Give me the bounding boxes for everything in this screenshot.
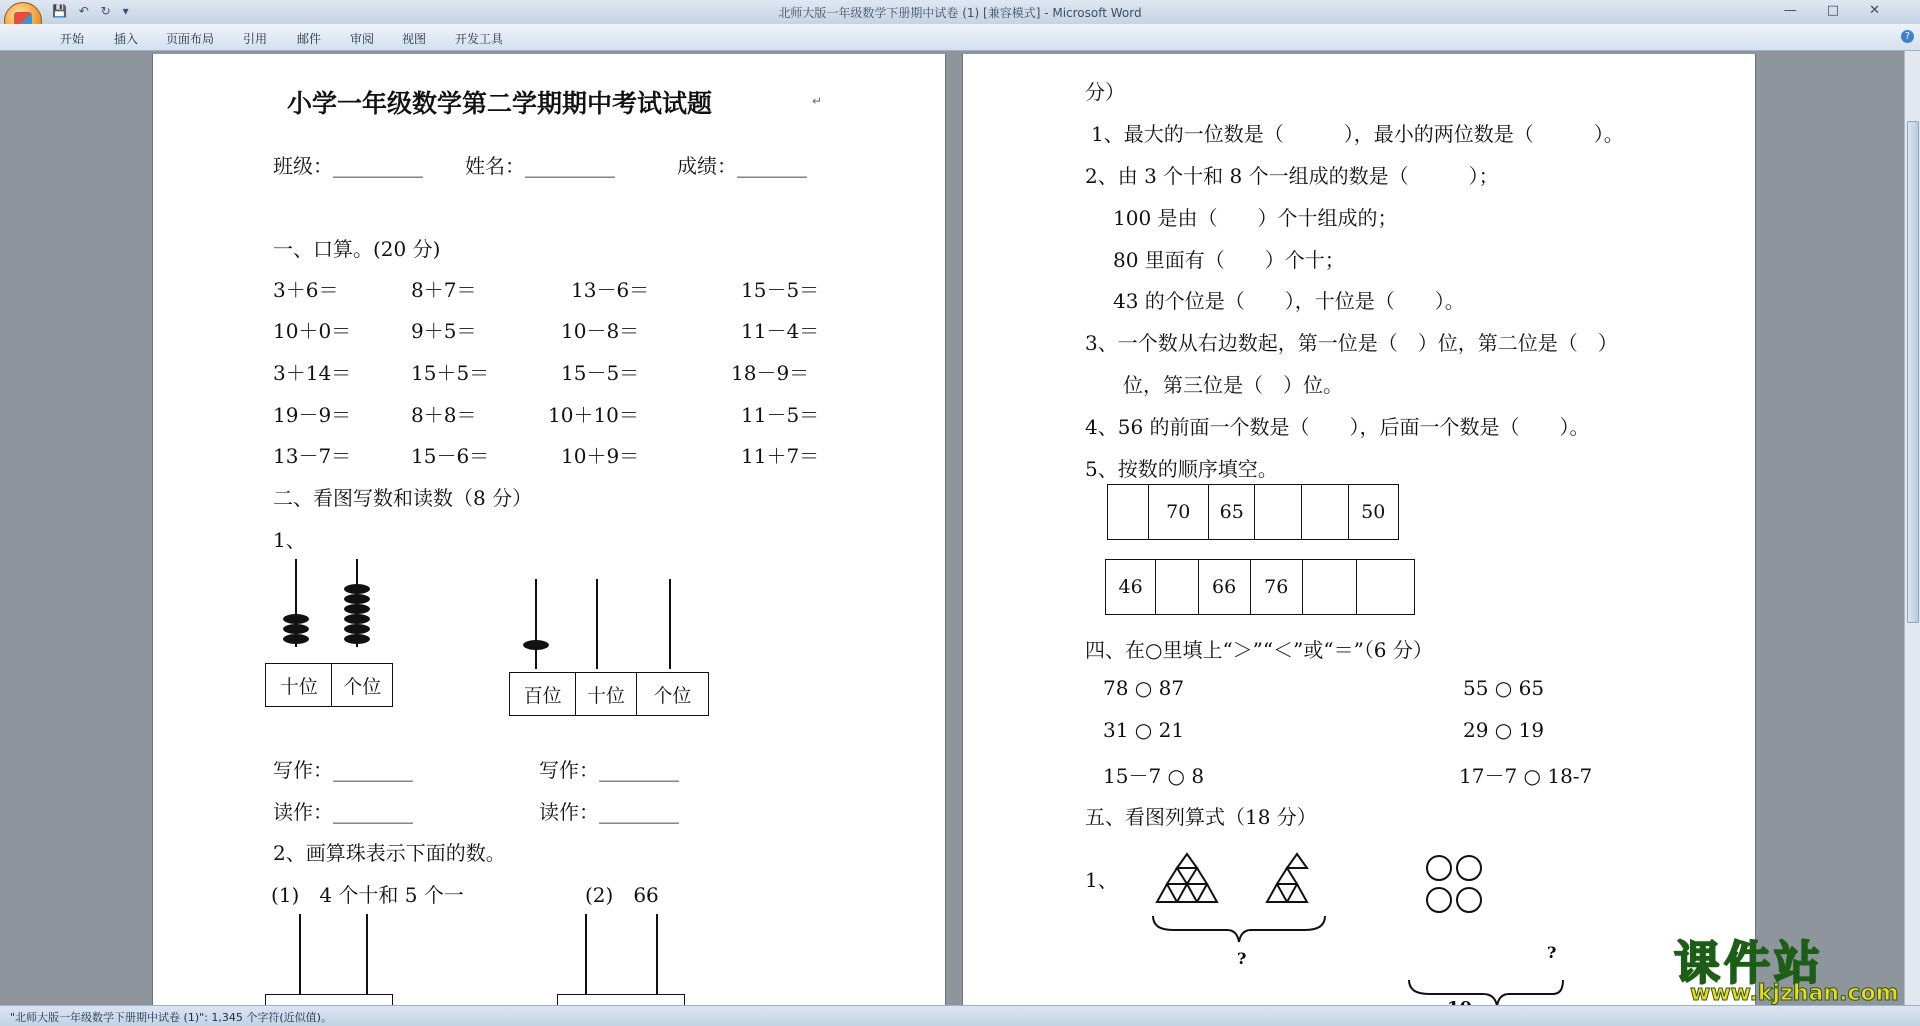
question-mark-label: ? [1547, 943, 1557, 962]
oral-item: 11－5＝ [741, 403, 820, 427]
compare-item: 78 ○ 87 [1103, 676, 1185, 700]
bead [344, 594, 370, 604]
watermark-logo [1668, 927, 1918, 1007]
score-field[interactable]: 成绩：_______ [677, 154, 807, 178]
vertical-scrollbar[interactable] [1904, 51, 1920, 1005]
oral-item: 8＋7＝ [411, 278, 477, 302]
oral-item: 10＋0＝ [273, 319, 352, 343]
compare-item: 15－7 ○ 8 [1103, 764, 1205, 788]
read-field[interactable]: 读作：________ [539, 800, 679, 824]
oral-item: 13－7＝ [273, 444, 352, 468]
bead [344, 614, 370, 624]
class-field[interactable]: 班级：_________ [273, 154, 423, 178]
document-page-left[interactable] [152, 54, 946, 1005]
question-mark-label: ? [1237, 949, 1247, 968]
bead [283, 624, 309, 634]
oral-item: 13－6＝ [571, 278, 650, 302]
sequence-cell[interactable] [1302, 485, 1349, 539]
section5-heading: 五、看图列算式（18 分） [1085, 805, 1317, 829]
abacus-rod [669, 579, 671, 669]
abacus-rod [596, 579, 598, 669]
place-value-cell: 百位 [510, 673, 576, 715]
window-title: 北师大版一年级数学下册期中试卷 (1) [兼容模式] - Microsoft Word [778, 6, 1142, 20]
abacus-rod [656, 914, 658, 994]
question-2-line: 100 是由（ ）个十组成的； [1113, 206, 1398, 230]
oral-item: 11＋7＝ [741, 444, 820, 468]
sequence-cell[interactable]: 66 [1199, 560, 1251, 614]
oral-item: 3＋14＝ [273, 361, 352, 385]
quick-access-toolbar [52, 4, 137, 18]
place-value-cell: 个位 [653, 684, 692, 707]
sequence-cell[interactable]: 76 [1251, 560, 1303, 614]
status-text: "北师大版一年级数学下册期中试卷 (1)": 1,345 个字符(近似值)。 [10, 1011, 332, 1024]
question-5: 5、按数的顺序填空。 [1085, 457, 1278, 481]
abacus-rod [366, 914, 368, 994]
bead [344, 624, 370, 634]
sequence-table [1105, 559, 1415, 615]
bead [344, 584, 370, 594]
read-field[interactable]: 读作：________ [273, 800, 413, 824]
tab-page-layout[interactable]: 页面布局 [166, 32, 215, 46]
triangle-group-icon [1157, 854, 1307, 902]
compare-item: 17－7 ○ 18-7 [1459, 764, 1593, 788]
oral-item: 10＋10＝ [548, 403, 639, 427]
tab-view[interactable]: 视图 [402, 32, 427, 46]
question-2: 2、由 3 个十和 8 个一组成的数是（ ）； [1085, 164, 1499, 188]
abacus-rod [585, 914, 587, 994]
picture-equation-figure [1143, 854, 1563, 1004]
document-page-right[interactable] [962, 54, 1756, 1005]
watermark-url: www.kjzhan.com [1690, 981, 1899, 1006]
write-field[interactable]: 写作：________ [273, 758, 413, 782]
tab-references[interactable]: 引用 [243, 32, 268, 46]
oral-item: 15－5＝ [561, 361, 640, 385]
right-brace [1409, 980, 1563, 1006]
compare-item: 29 ○ 19 [1463, 718, 1545, 742]
sequence-cell[interactable]: 70 [1149, 485, 1209, 539]
place-value-cell: 十位 [576, 673, 636, 715]
oral-item: 10－8＝ [561, 319, 640, 343]
question-2: 2、画算珠表示下面的数。 [273, 841, 506, 865]
question-3-line: 位，第三位是（ ）位。 [1123, 373, 1343, 397]
sequence-cell[interactable] [1108, 485, 1149, 539]
question-1: 1、最大的一位数是（ ），最小的两位数是（ ）。 [1091, 122, 1624, 146]
oral-item: 15－5＝ [741, 278, 820, 302]
tab-mailings[interactable]: 邮件 [297, 32, 322, 46]
abacus-rod [535, 579, 537, 669]
undo-icon[interactable]: ↶ [78, 4, 89, 18]
compare-item: 55 ○ 65 [1463, 676, 1545, 700]
help-icon[interactable]: ? [1901, 30, 1914, 43]
compare-item: 31 ○ 21 [1103, 718, 1185, 742]
oral-item: 10＋9＝ [561, 444, 640, 468]
question-4: 4、56 的前面一个数是（ ），后面一个数是（ ）。 [1085, 415, 1590, 439]
question-3: 3、一个数从右边数起，第一位是（ ）位，第二位是（ ） [1085, 331, 1618, 355]
title-bar [0, 0, 1920, 24]
place-value-table [265, 663, 393, 707]
question-number: 1、 [273, 528, 306, 552]
section4-heading: 四、在○里填上“＞”“＜”或“＝”（6 分） [1085, 638, 1433, 662]
sequence-cell[interactable]: 46 [1106, 560, 1156, 614]
oral-item: 3＋6＝ [273, 278, 339, 302]
bead [283, 634, 309, 644]
save-icon[interactable]: 💾 [52, 4, 67, 18]
sequence-cell[interactable] [1357, 560, 1414, 614]
tab-developer[interactable]: 开发工具 [455, 32, 504, 46]
section1-heading: 一、口算。(20 分) [273, 237, 441, 261]
write-field[interactable]: 写作：________ [539, 758, 679, 782]
section2-heading: 二、看图写数和读数（8 分） [273, 486, 533, 510]
sequence-cell[interactable] [1156, 560, 1198, 614]
tab-home[interactable]: 开始 [60, 32, 85, 46]
oral-item: 11－4＝ [741, 319, 820, 343]
maximize-icon[interactable]: □ [1826, 3, 1870, 18]
sequence-table [1107, 484, 1399, 540]
scrollbar-thumb[interactable] [1907, 121, 1919, 623]
bead [523, 640, 549, 650]
customize-icon[interactable]: ▾ [122, 4, 129, 18]
tab-insert[interactable]: 插入 [114, 32, 139, 46]
place-value-cell: 个位 [343, 675, 382, 698]
page-title: 小学一年级数学第二学期期中考试试题 [287, 89, 713, 118]
abacus-rod [299, 914, 301, 994]
question-2-line: 80 里面有（ ）个十； [1113, 248, 1345, 272]
oral-item: 15－6＝ [411, 444, 490, 468]
window-controls [1784, 3, 1910, 18]
close-icon[interactable]: ✕ [1869, 3, 1910, 18]
oral-item: 9＋5＝ [411, 319, 477, 343]
minimize-icon[interactable]: — [1783, 3, 1827, 18]
circle-group-icon [1427, 856, 1481, 912]
question-2b: (2) 66 [585, 883, 659, 907]
sequence-cell[interactable] [1255, 485, 1302, 539]
tab-review[interactable]: 审阅 [350, 32, 375, 46]
status-bar [0, 1005, 1920, 1026]
sequence-cell[interactable]: 50 [1361, 501, 1386, 523]
sequence-cell[interactable] [1303, 560, 1357, 614]
ribbon [0, 24, 1920, 51]
bead [344, 634, 370, 644]
question-number: 1、 [1085, 868, 1118, 892]
oral-item: 18－9＝ [731, 361, 810, 385]
redo-icon[interactable]: ↻ [100, 4, 111, 18]
bead [283, 614, 309, 624]
bead [344, 604, 370, 614]
continued-text: 分） [1085, 80, 1125, 104]
question-2-line: 43 的个位是（ ），十位是（ ）。 [1113, 289, 1465, 313]
place-value-cell: 十位 [266, 664, 332, 706]
sequence-cell[interactable]: 65 [1209, 485, 1256, 539]
place-value-table [509, 672, 709, 716]
question-2a: (1) 4 个十和 5 个一 [271, 883, 464, 907]
left-brace [1153, 916, 1325, 942]
paragraph-mark: ↵ [812, 94, 823, 108]
oral-item: 15＋5＝ [411, 361, 490, 385]
oral-item: 19－9＝ [273, 403, 352, 427]
name-field[interactable]: 姓名：_________ [465, 154, 615, 178]
oral-item: 8＋8＝ [411, 403, 477, 427]
watermark-title: 课件站 [1674, 936, 1824, 990]
